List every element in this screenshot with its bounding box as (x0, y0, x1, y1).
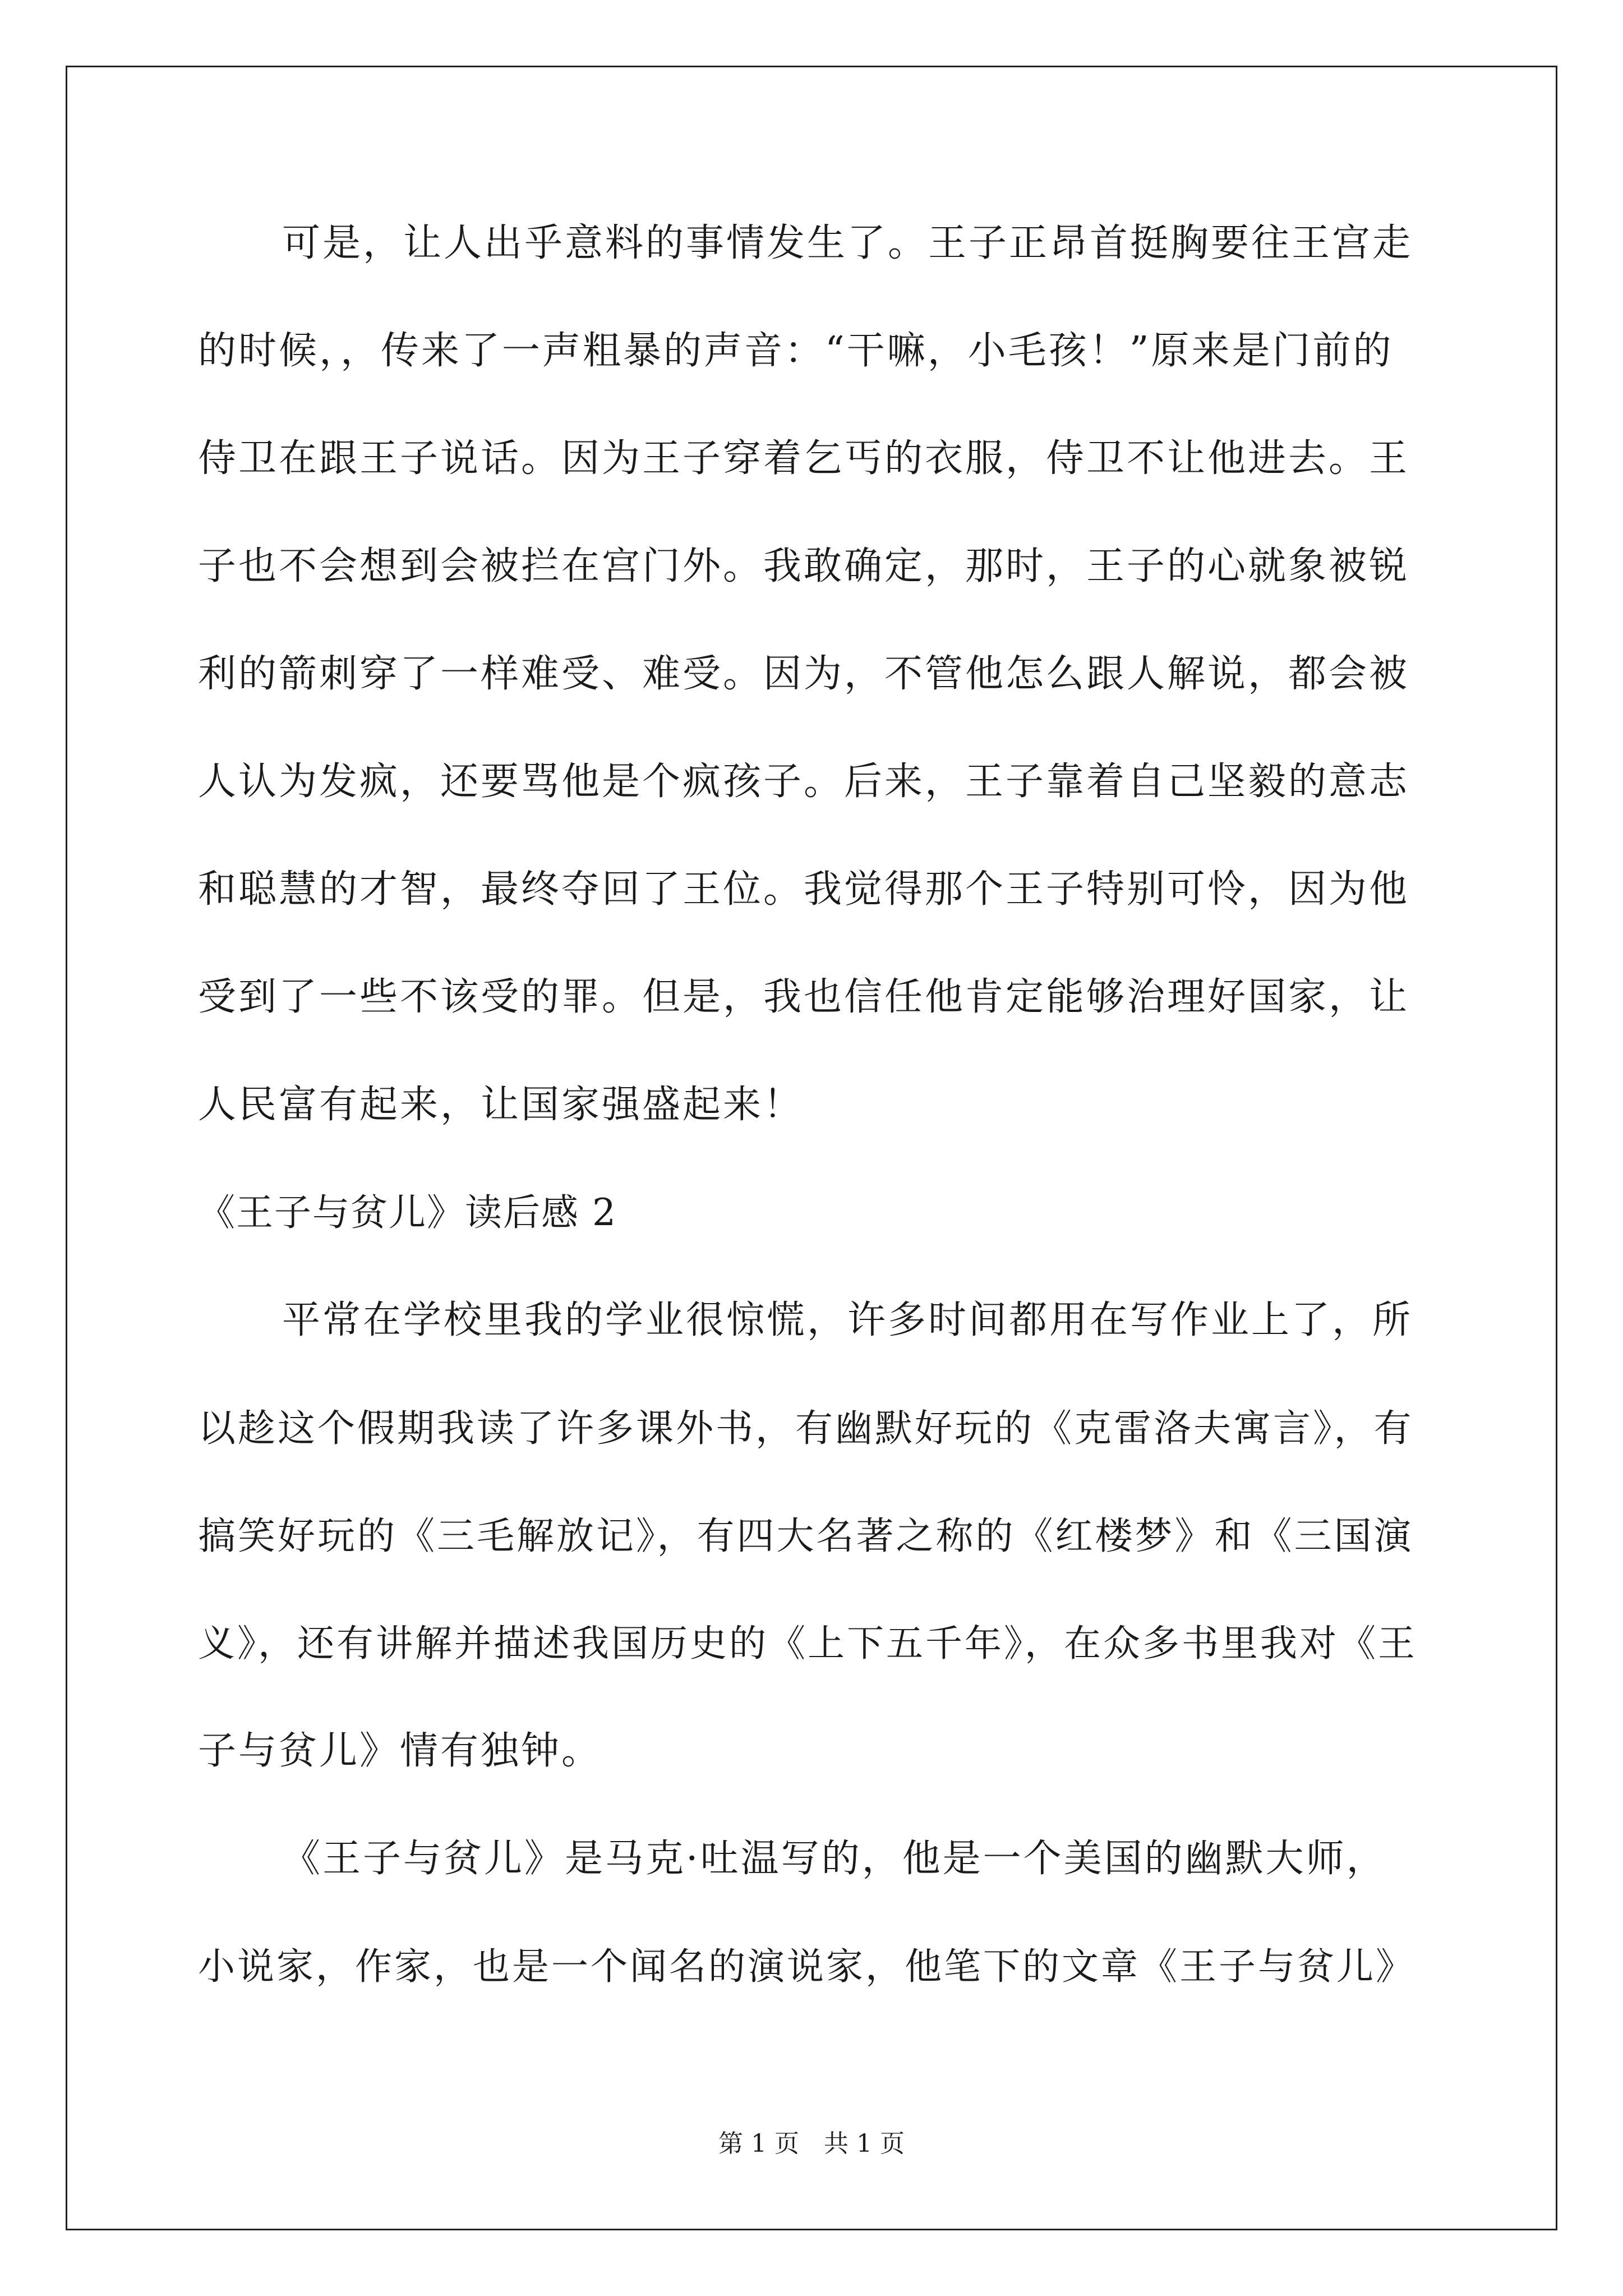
paragraph-line: 受到了一些不该受的罪。但是，我也信任他肯定能够治理好国家，让 (198, 975, 1410, 1019)
paragraph-line: 以趁这个假期我读了许多课外书，有幽默好玩的《克雷洛夫寓言》，有 (198, 1406, 1414, 1450)
paragraph-line: 平常在学校里我的学业很惊慌，许多时间都用在写作业上了，所 (282, 1298, 1413, 1342)
paragraph-line: 子与贫儿》情有独钟。 (198, 1729, 602, 1773)
paragraph-line: 子也不会想到会被拦在宫门外。我敢确定，那时，王子的心就象被锐 (198, 544, 1410, 588)
paragraph-line: 人民富有起来，让国家强盛起来！ (198, 1083, 804, 1127)
paragraph-line: 人认为发疯，还要骂他是个疯孩子。后来，王子靠着自己坚毅的意志 (198, 760, 1410, 804)
paragraph-line: 的时候，，传来了一声粗暴的声音：“干嘛，小毛孩！”原来是门前的 (198, 329, 1394, 373)
paragraph-line: 利的箭刺穿了一样难受、难受。因为，不管他怎么跟人解说，都会被 (198, 652, 1410, 696)
paragraph-line: 侍卫在跟王子说话。因为王子穿着乞丐的衣服，侍卫不让他进去。王 (198, 436, 1410, 481)
page-footer: 第 1 页 共 1 页 (718, 2129, 905, 2158)
paragraph-line: 搞笑好玩的《三毛解放记》，有四大名著之称的《红楼梦》和《三国演 (198, 1514, 1414, 1558)
paragraph-line: 小说家，作家，也是一个闻名的演说家，他笔下的文章《王子与贫儿》 (198, 1945, 1415, 1988)
document-body (198, 221, 1426, 2055)
paragraph-line: 《王子与贫儿》是马克·吐温写的，他是一个美国的幽默大师， (282, 1837, 1387, 1881)
paragraph-line: 义》，还有讲解并描述我国历史的《上下五千年》，在众多书里我对《王 (198, 1622, 1417, 1665)
section-heading: 《王子与贫儿》读后感 2 (198, 1191, 617, 1234)
paragraph-line: 和聪慧的才智，最终夺回了王位。我觉得那个王子特别可怜，因为他 (198, 867, 1410, 912)
paragraph-line: 可是，让人出乎意料的事情发生了。王子正昂首挺胸要往王宫走 (282, 221, 1413, 265)
